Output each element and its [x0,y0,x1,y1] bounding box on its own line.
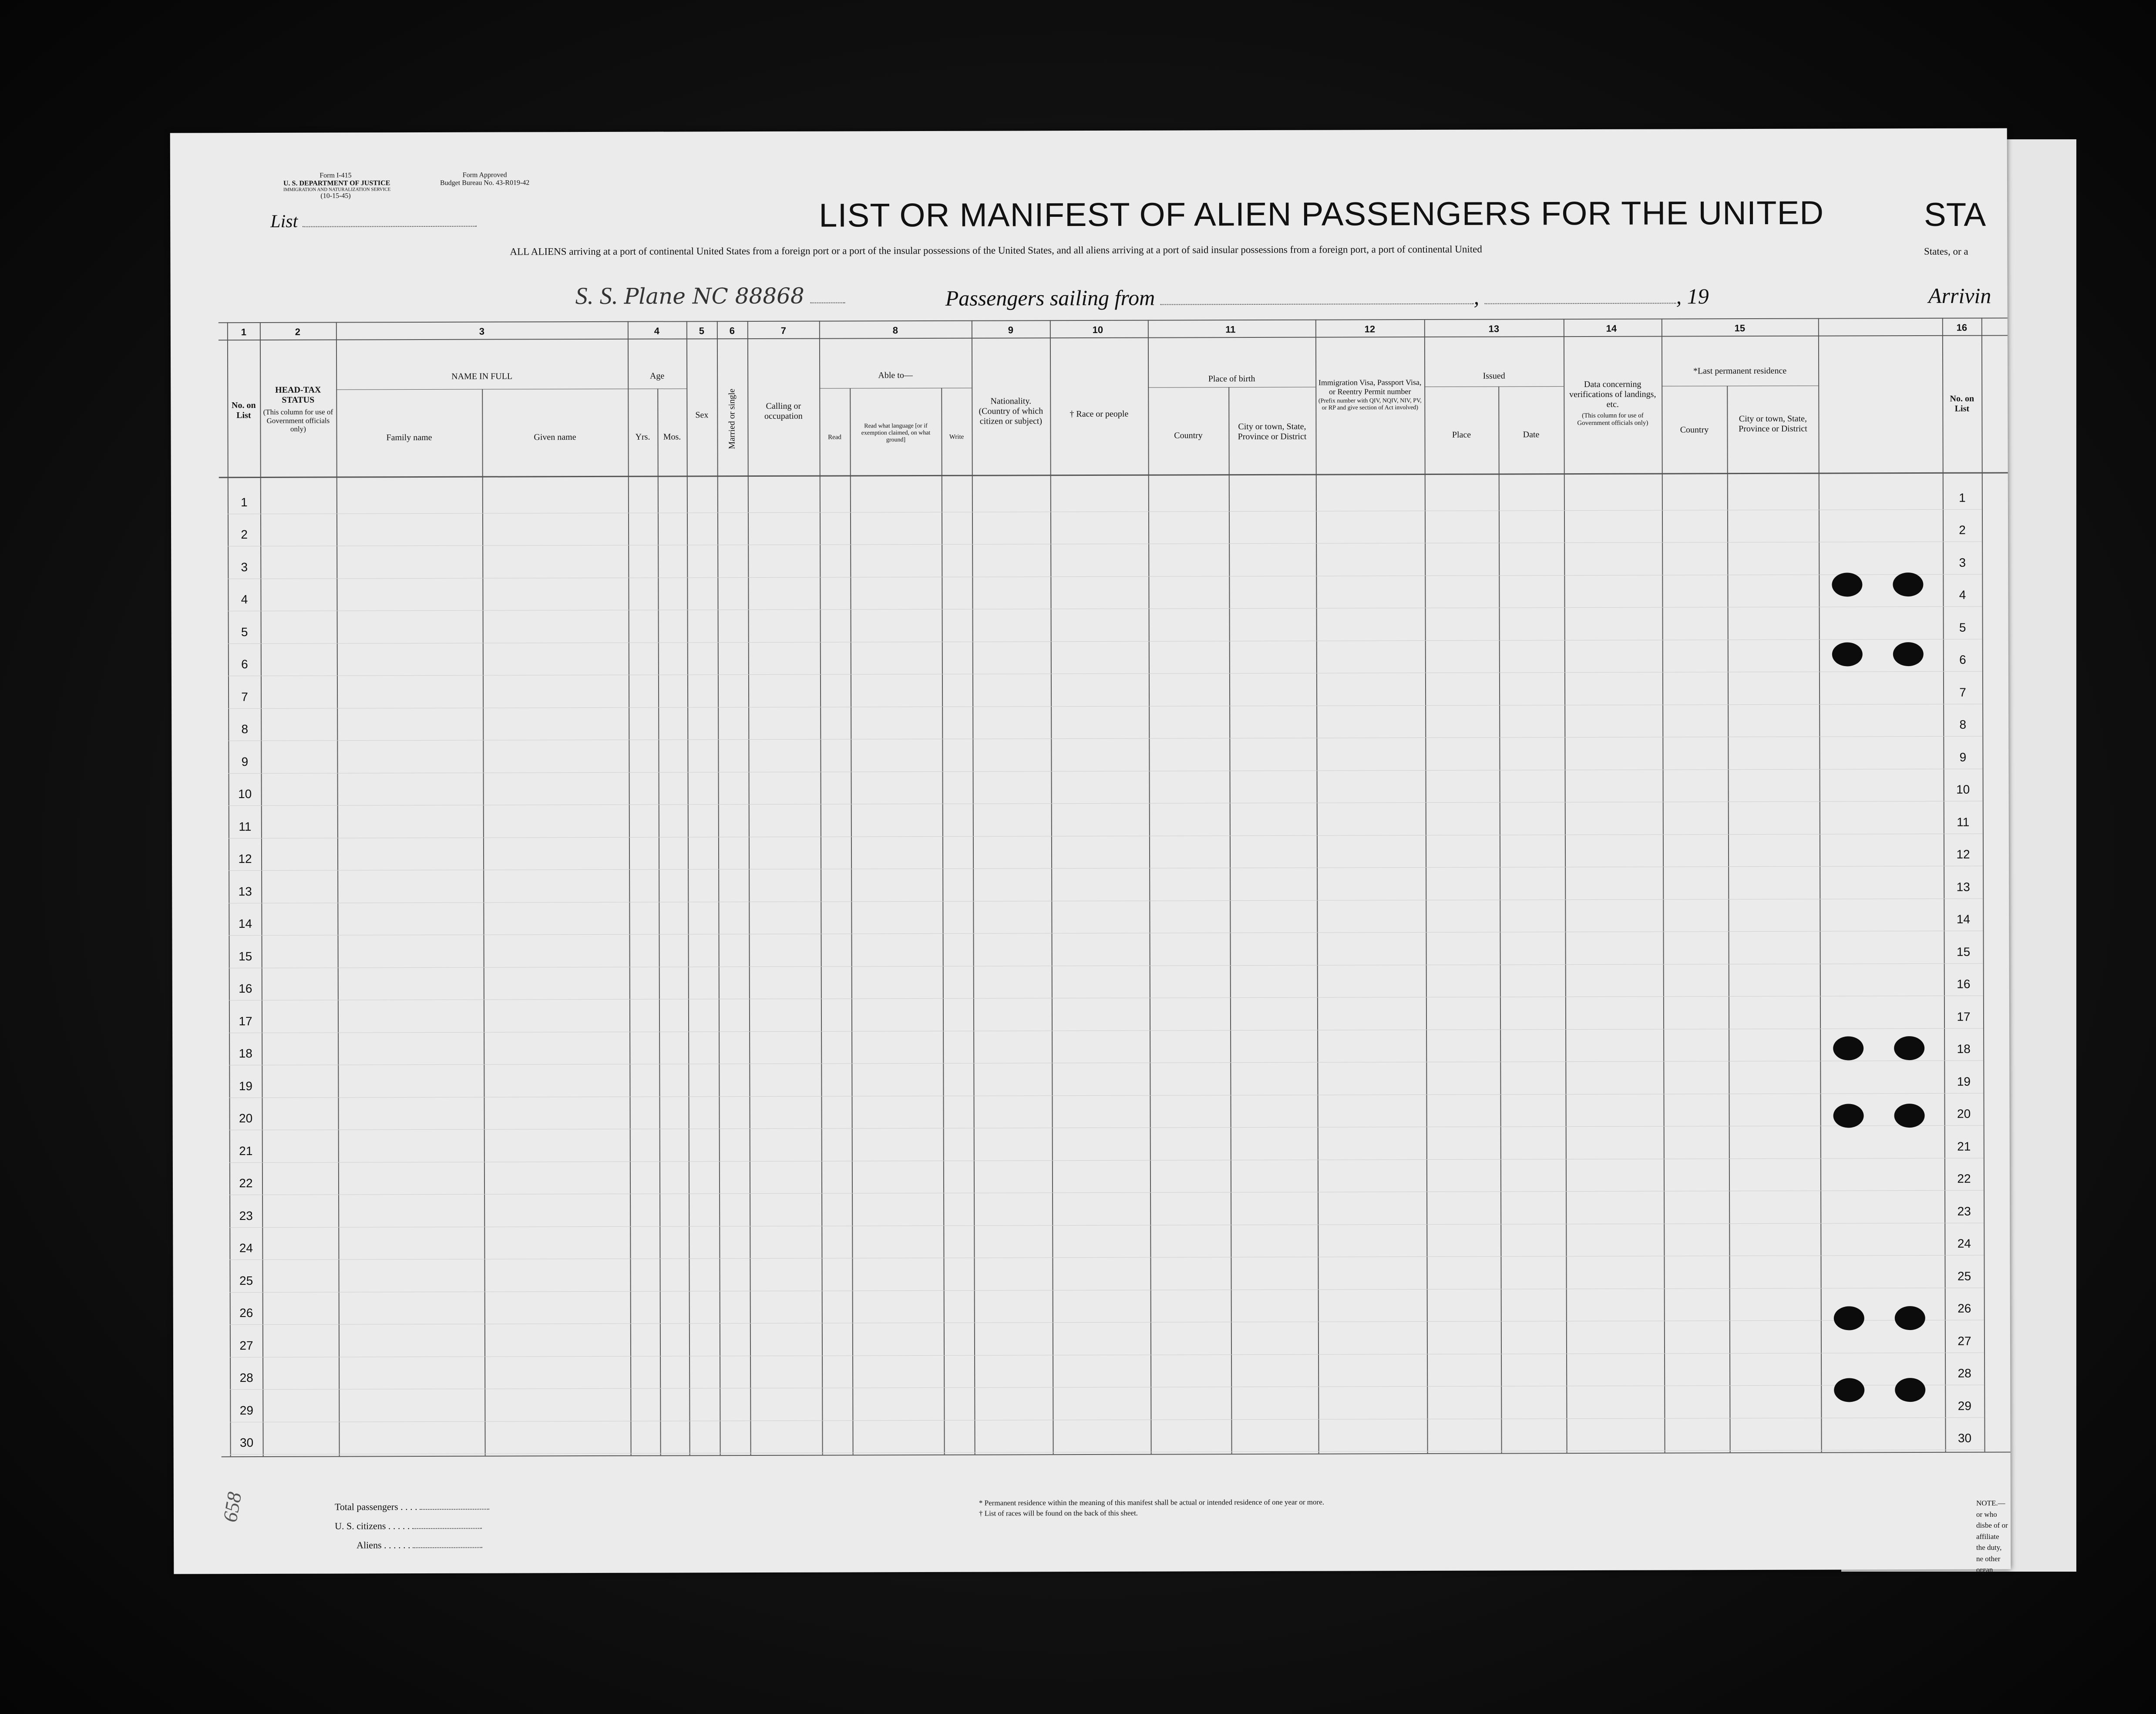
total-passengers-label: Total passengers [334,1501,398,1512]
row-rule [230,1417,1984,1422]
hdr-name-in-full: NAME IN FULL [451,371,513,381]
aliens-blank [413,1547,482,1548]
row-number: 18 [239,1047,252,1061]
colnum-9: 9 [1008,324,1014,336]
form-number: Form I-415 [320,172,352,179]
col-line [482,389,485,1456]
row-number-right: 2 [1959,523,1966,537]
hdr-issued: Issued [1483,371,1505,381]
row-rule [229,996,1983,1001]
side-note: NOTE.— or who disbe of or affiliate the duty, ne other organ [1976,1499,2008,1574]
row-number: 26 [239,1306,253,1320]
hdr-issued-date: Date [1523,430,1540,440]
row-rule [229,1028,1983,1033]
row-number-right: 21 [1957,1139,1971,1153]
row-number: 3 [241,560,248,574]
row-rule [229,1093,1983,1098]
colnum-12: 12 [1364,323,1376,335]
us-citizens-label: U. S. citizens [335,1520,386,1532]
row-number-right: 27 [1958,1334,1971,1348]
row-number-right: 12 [1956,847,1970,861]
punch-hole [1895,1306,1925,1330]
form-info [283,172,391,200]
colnum-8: 8 [892,325,898,336]
hdr-no-on-list-right: No. on List [1950,394,1974,414]
form-approved: Form Approved [462,171,507,179]
date-blank [1485,303,1676,304]
colnum-3: 3 [479,326,485,337]
year-prefix: 19 [1687,284,1709,309]
row-number-right: 5 [1959,620,1966,634]
colnum-4: 4 [654,325,660,337]
subhdr-rule [1662,386,1818,387]
row-number-right: 25 [1957,1269,1971,1283]
row-number-right: 6 [1959,653,1966,667]
list-label: List [270,211,298,232]
col-line [972,320,975,1455]
hdr-head-tax-label: HEAD-TAX STATUS [275,385,321,405]
hdr-age-mos: Mos. [663,432,681,442]
footnotes [979,1497,1324,1519]
service: IMMIGRATION AND NATURALIZATION SERVICE [283,187,391,193]
col-line [1981,318,1985,1452]
col-line [1564,319,1567,1453]
row-rule [228,639,1982,644]
list-field [270,211,477,232]
vessel-name-handwritten: Plane NC 88868 [624,283,804,309]
hdr-able-to: Able to— [878,370,913,381]
row-number: 11 [239,819,252,833]
row-number-right: 14 [1956,912,1971,926]
col-line [1942,318,1946,1452]
hdr-family-name: Family name [386,432,432,443]
colnum-13: 13 [1488,323,1500,334]
col-line [260,322,264,1456]
arriving-label: Arrivin [1928,283,1991,308]
budget-info [440,171,529,187]
col-line [747,321,751,1455]
row-number: 25 [239,1273,253,1287]
hdr-read-language: Read what language [or if exemption claimed, on what ground] [861,422,931,444]
row-number-right: 13 [1956,880,1970,894]
hdr-sex: Sex [695,410,709,420]
row-rule [228,704,1982,709]
subtitle-continued: States, or a [1924,246,1968,257]
row-number-right: 15 [1956,945,1971,959]
col-line [1727,386,1730,1452]
punch-hole [1832,572,1862,596]
total-passengers: Total passengers . . . . [335,1497,489,1517]
row-rule [228,542,1982,547]
hdr-verification-note: (This column for use of Government officials only) [1577,412,1648,427]
hdr-no-on-list: No. on List [231,401,256,421]
row-number-right: 8 [1959,717,1967,731]
manifest-sheet [170,128,2011,1574]
row-number: 21 [239,1144,253,1158]
hdr-birth-country: Country [1174,431,1203,441]
table-bottom-rule [222,1451,2011,1457]
row-number: 19 [239,1079,253,1093]
col-line [850,388,853,1455]
row-number-right: 4 [1959,588,1966,602]
row-number: 22 [239,1176,253,1190]
sailing-label: Passengers sailing from [945,285,1155,310]
row-number-right: 29 [1958,1399,1971,1413]
punch-hole [1834,1306,1864,1330]
col-line [1148,320,1152,1454]
row-number: 9 [241,754,249,768]
hdr-married: Married or single [727,388,737,449]
colnum-6: 6 [729,325,735,337]
row-number: 10 [238,787,252,801]
col-line [1228,387,1232,1454]
row-number-right: 26 [1958,1301,1971,1315]
row-rule [229,833,1983,838]
row-number-right: 30 [1958,1431,1972,1445]
row-rule [230,1352,1984,1357]
colnum-16: 16 [1956,322,1968,333]
title-continued: STA [1924,196,1986,233]
aliens: Aliens . . . . . . [335,1536,489,1555]
row-rule [229,801,1983,806]
hdr-residence-country: Country [1680,425,1709,435]
hdr-place-of-birth: Place of birth [1208,374,1255,384]
hdr-nationality: Nationality. (Country of which citizen or subject) [979,396,1043,426]
col-line [1818,318,1822,1452]
row-number: 16 [239,982,252,996]
row-number: 14 [238,917,252,931]
col-line [686,321,690,1455]
list-blank [303,226,477,227]
row-number: 13 [238,884,252,898]
row-number-right: 19 [1957,1074,1971,1088]
row-rule [228,671,1982,677]
row-rule [229,866,1983,871]
col-line [1315,320,1319,1454]
sailing-field: Passengers sailing from , , 19 [945,284,1709,310]
punch-hole [1833,1104,1864,1128]
row-rule [230,1320,1984,1325]
row-number: 15 [239,949,252,963]
row-number-right: 23 [1957,1204,1971,1218]
row-number: 23 [239,1209,253,1222]
row-number: 29 [239,1403,253,1417]
margin-mark: 658 [219,1490,246,1524]
hdr-age: Age [649,371,665,381]
row-number: 2 [241,528,248,542]
manifest-subtitle: ALL ALIENS arriving at a port of continental United States from a foreign port or a port of the insular possessions of the United States, and all aliens arriving at a port of said insular possessions from a foreign port, a port of continental United [510,243,1482,257]
row-number-right: 16 [1957,977,1971,991]
row-rule [229,1125,1984,1131]
form-date-code: (10-15-45) [320,192,351,200]
hdr-calling: Calling or occupation [764,401,803,421]
row-rule [229,1222,1984,1228]
vessel-line [575,281,845,310]
row-number-right: 1 [1959,491,1966,505]
col-line [1050,320,1054,1454]
row-number-right: 17 [1957,1010,1971,1024]
punch-hole [1833,1036,1863,1060]
colnum-5: 5 [699,325,705,337]
header-bottom-rule [219,472,2008,478]
subhdr-rule [819,388,972,389]
aliens-label: Aliens [357,1539,382,1551]
row-number-right: 28 [1958,1366,1971,1380]
punch-hole [1893,642,1924,666]
row-number: 1 [241,495,248,509]
row-number-right: 22 [1957,1172,1971,1185]
row-number-right: 24 [1957,1236,1971,1250]
row-number-right: 3 [1959,556,1966,569]
hdr-visa-note: (Prefix number with QIV, NQIV, NIV, PV, or RP and give section of Act involved) [1318,397,1422,412]
row-rule [229,898,1983,903]
hdr-verification-label: Data concerning verifications of landings, etc. [1569,379,1656,409]
row-rule [228,574,1982,579]
citizens-blank [412,1528,482,1529]
row-number: 6 [241,657,248,671]
total-blank [420,1509,489,1510]
row-number: 7 [241,690,248,704]
row-number: 5 [241,625,248,639]
totals-block [335,1497,490,1555]
row-rule [228,736,1982,741]
vessel-blank [811,302,845,303]
punch-hole [1832,642,1863,666]
row-number-right: 18 [1957,1042,1971,1056]
colnum-2: 2 [295,326,301,337]
row-rule [229,1255,1984,1260]
hdr-verification [1566,380,1659,428]
subhdr-rule [628,388,686,389]
colnum-10: 10 [1092,324,1103,335]
hdr-residence-city: City or town, State, Province or District [1739,414,1807,434]
row-number: 8 [241,722,249,736]
punch-hole [1894,1036,1924,1060]
budget-number: Budget Bureau No. 43-R019-42 [440,178,530,187]
punch-hole [1893,572,1923,596]
col-line [941,388,945,1455]
footnote-races: † List of races will be found on the back of this sheet. [979,1509,1138,1518]
row-rule [229,768,1983,774]
punch-hole [1834,1378,1864,1402]
vessel-prefix: S. S. [575,282,618,310]
hdr-visa-label: Immigration Visa, Passport Visa, or Reentry Permit number [1318,378,1422,396]
subhdr-rule [1424,386,1564,387]
row-number-right: 7 [1959,685,1966,699]
row-rule [230,1287,1984,1293]
col-line [336,322,340,1456]
hdr-write: Write [949,433,964,441]
row-rule [228,606,1982,612]
col-line [227,322,231,1456]
row-number: 17 [239,1014,252,1028]
row-number: 12 [238,852,252,866]
row-rule [230,1385,1984,1390]
row-number: 28 [239,1371,253,1385]
row-rule [229,963,1983,968]
row-rule [229,1061,1983,1066]
hdr-read: Read [828,434,841,441]
colnum-7: 7 [780,325,787,336]
hdr-given-name: Given name [534,432,576,442]
row-rule [228,509,1982,514]
colnum-11: 11 [1225,324,1236,335]
colnum-14: 14 [1606,323,1617,334]
row-number-right: 20 [1957,1107,1971,1121]
col-line [628,321,632,1455]
row-rule [229,1158,1984,1163]
col-line [1498,387,1502,1453]
col-line [717,321,721,1455]
colnum-1: 1 [241,327,247,338]
col-line [657,389,661,1455]
row-rule [229,1190,1984,1195]
subhdr-rule [1148,387,1315,388]
footnote-residence: * Permanent residence within the meaning of this manifest shall be actual or intended residence of one year or more. [979,1498,1325,1507]
us-citizens: U. S. citizens . . . . . [335,1516,489,1536]
hdr-issued-place: Place [1452,430,1471,440]
manifest-title: LIST OR MANIFEST OF ALIEN PASSENGERS FOR THE UNITED [819,194,1824,234]
row-number-right: 11 [1957,815,1970,829]
col-line [819,321,823,1455]
hdr-age-yrs: Yrs. [635,432,650,442]
punch-hole [1895,1378,1925,1402]
punch-hole [1894,1104,1925,1128]
department: U. S. DEPARTMENT OF JUSTICE [283,179,390,187]
hdr-head-tax [262,385,334,434]
sailing-blank [1160,303,1474,305]
row-number: 24 [239,1241,253,1255]
row-number: 27 [239,1338,253,1352]
row-number: 20 [239,1111,253,1125]
hdr-head-tax-note: (This column for use of Government officials only) [263,407,333,433]
row-number: 4 [241,593,248,606]
colnum-15: 15 [1734,323,1746,334]
col-line [1424,319,1428,1453]
row-number-right: 10 [1956,782,1970,796]
hdr-visa [1318,378,1422,412]
row-rule [229,931,1983,936]
row-number: 30 [239,1436,254,1450]
row-number-right: 9 [1959,750,1967,764]
hdr-birth-city: City or town, State, Province or District [1238,421,1307,442]
hdr-race: † Race or people [1070,409,1129,419]
hdr-last-residence: *Last permanent residence [1693,366,1787,376]
col-line [1662,319,1665,1453]
